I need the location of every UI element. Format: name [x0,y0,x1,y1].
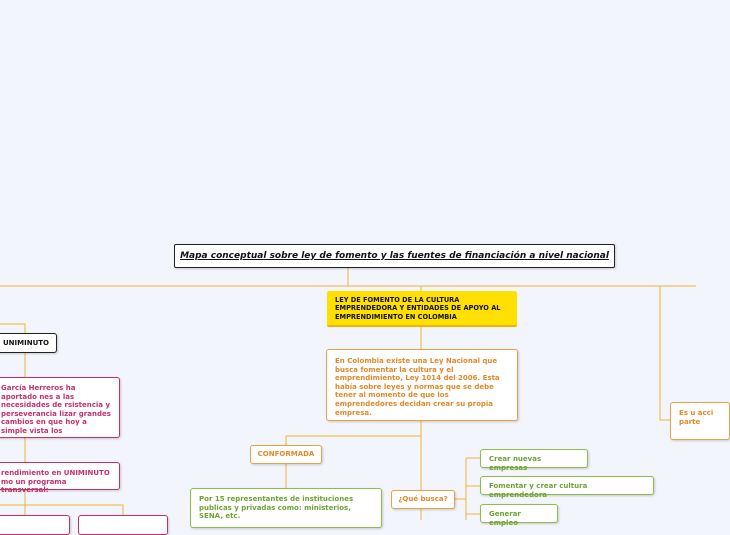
item1-connector [455,458,480,499]
conformada-label: CONFORMADA [257,450,315,459]
conformada-detail-node[interactable] [190,488,382,528]
que-busca-node[interactable] [391,490,455,509]
law-node[interactable] [327,291,517,327]
uniminuto-label: UNIMINUTO [3,339,49,347]
conformada-detail-text: Por 15 representantes de instituciones publicas y privadas como: ministerios, SENA, etc. [199,495,354,521]
goal-text: Fomentar y crear cultura emprendedora [489,482,588,499]
left-child-node-2[interactable] [78,515,168,535]
conformada-node[interactable] [250,445,322,464]
left-child-node-1[interactable] [0,515,70,535]
law-description-text: En Colombia existe una Ley Nacional que busca fomentar la cultura y el emprendimiento, Ley 1014 del 2006. Esta había sobre leyes y normas que se debe tener al momento de que los emprendedores decidan crear su propia empresa. [335,357,500,417]
law-description-node[interactable] [326,349,518,421]
map-title-node[interactable] [174,244,615,268]
emprendimiento-uniminuto-node[interactable] [0,462,120,495]
goal-node-generar-empleo[interactable] [480,504,558,527]
goal-text: Crear nuevas empresas [489,455,542,472]
garcia-herreros-text: García Herreros ha aportado nes a las necesidades de rsistencia y perseverancia lizar grandes cambios en que hoy a simple vista los [1,384,111,435]
map-title-text: Mapa conceptual sobre ley de fomento y las fuentes de financiación a nivel nacional [180,250,609,261]
garcia-herreros-node[interactable] [0,377,120,438]
right-branch [660,286,670,420]
right-branch-node[interactable] [670,402,730,440]
goal-node-crear-empresas[interactable] [480,449,588,472]
right-branch-text: Es u acci parte [679,409,714,426]
left-branch-1 [0,324,25,333]
emprendimiento-uniminuto-text: rendimiento en UNIMINUTO mo un programa transversal: [1,469,110,495]
uniminuto-node[interactable] [0,333,57,353]
goal-node-cultura-emprendedora[interactable] [480,476,654,499]
que-busca-label: ¿Qué busca? [398,495,448,504]
law-label: LEY DE FOMENTO DE LA CULTURA EMPRENDEDORA Y ENTIDADES DE APOYO AL EMPRENDIMIENTO EN COLOMBIA [335,296,501,321]
left-branch-4 [0,505,123,515]
goal-text: Generar empleo [489,510,521,527]
